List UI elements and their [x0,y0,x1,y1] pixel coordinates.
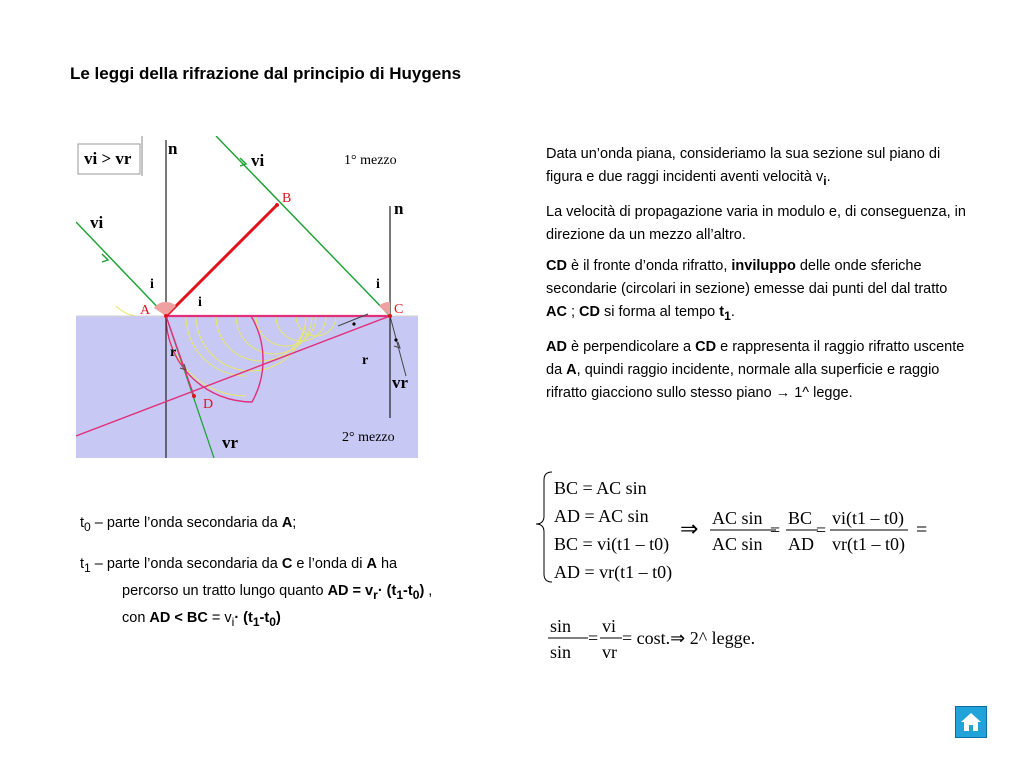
ray-top-label: vi [251,151,265,170]
frac3-num: vi(t1 – t0) [832,508,904,528]
point-D-label: D [203,397,214,412]
r-label-1: r [170,345,177,360]
normal-label-right: n [394,199,404,218]
angle-i-mark-3 [379,302,390,316]
point-B-label: B [282,191,292,206]
eq-sys-3: BC = vi(t1 – t0) [554,534,670,554]
home-button[interactable] [955,706,987,738]
frac1-num: AC sin [712,508,763,528]
paragraph-2: La velocità di propagazione varia in modulo e, di conseguenza, in direzione da un mezzo all’altro. [546,203,966,243]
medium-1-label: 1° mezzo [344,153,397,168]
note-t1: $t_1$ – parte l’onda secondaria da C e l’onda di A ha percorso un tratto lungo quanto AD = $v_r\cdot (t_1-t_0)$ , con AD < BC = $v_i\cdot (t_1-t_0)$ [80,555,433,629]
law-den-2: vr [602,642,617,662]
wavefront-AB [166,205,277,316]
ray-left-label: vi [90,213,104,232]
r-label-2: r [362,353,369,368]
law-equals-1: = [588,628,599,648]
law-num-2: vi [602,616,617,636]
eq-equals-2: = [816,520,827,540]
eq-sys-1: BC = AC sin [554,478,647,498]
normal-label-left: n [168,139,178,158]
medium-2-label: 2° mezzo [342,430,395,445]
angle-i-label-1: i [150,277,154,292]
home-icon [956,707,986,737]
paragraph-1: Data un’onda piana, consideriamo la sua sezione sul piano di figura e due raggi incidenti aventi velocità $v_i$. [546,146,941,188]
angle-i-label-2: i [198,295,202,310]
angle-i-label-3: i [376,277,380,292]
point-C-label: C [394,302,404,317]
refraction-diagram [76,136,418,458]
frac2-den: AD [788,534,814,554]
point-A-label: A [140,303,151,318]
incident-ray-A [76,222,166,316]
velocity-compare-label: vi > vr [84,149,132,168]
frac2-num: BC [788,508,813,528]
paragraph-3: CD è il fronte d’onda rifratto, inviluppo delle onde sferiche secondarie (circolari in sezione) emesse dai punti del dal tratto AC ; CD si forma al tempo $t_1$. [546,257,948,323]
equation-svg [530,466,970,666]
eq-sys-2: AD = AC sin [554,506,649,526]
angle-i-mark-1 [154,302,166,316]
law-rest: = cost.⇒ 2^ legge. [622,628,756,648]
note-t0: $t_0$ – parte l’onda secondaria da A; [80,515,297,534]
eq-equals-1: = [770,520,781,540]
time-notes [80,512,432,648]
law-den: sin [550,642,572,662]
vr-label-right: vr [392,373,409,392]
frac3-den: vr(t1 – t0) [832,534,905,554]
frac1-den: AC sin [712,534,763,554]
vr-label-bottom: vr [222,433,239,452]
page-title: Le leggi della rifrazione dal principio di Huygens [70,64,462,83]
eq-sys-4: AD = vr(t1 – t0) [554,562,673,582]
explanation-text [546,143,966,413]
eq-equals-3: = [916,519,928,541]
law-num: sin [550,616,572,636]
paragraph-4: AD è perpendicolare a CD e rappresenta il raggio rifratto uscente da A, quindi raggio incidente, normale alla superficie e raggio rifratto giacciono sullo stesso piano → 1^ legge. [546,338,965,401]
eq-implies: ⇒ [680,516,699,541]
refraction-svg [76,136,418,458]
